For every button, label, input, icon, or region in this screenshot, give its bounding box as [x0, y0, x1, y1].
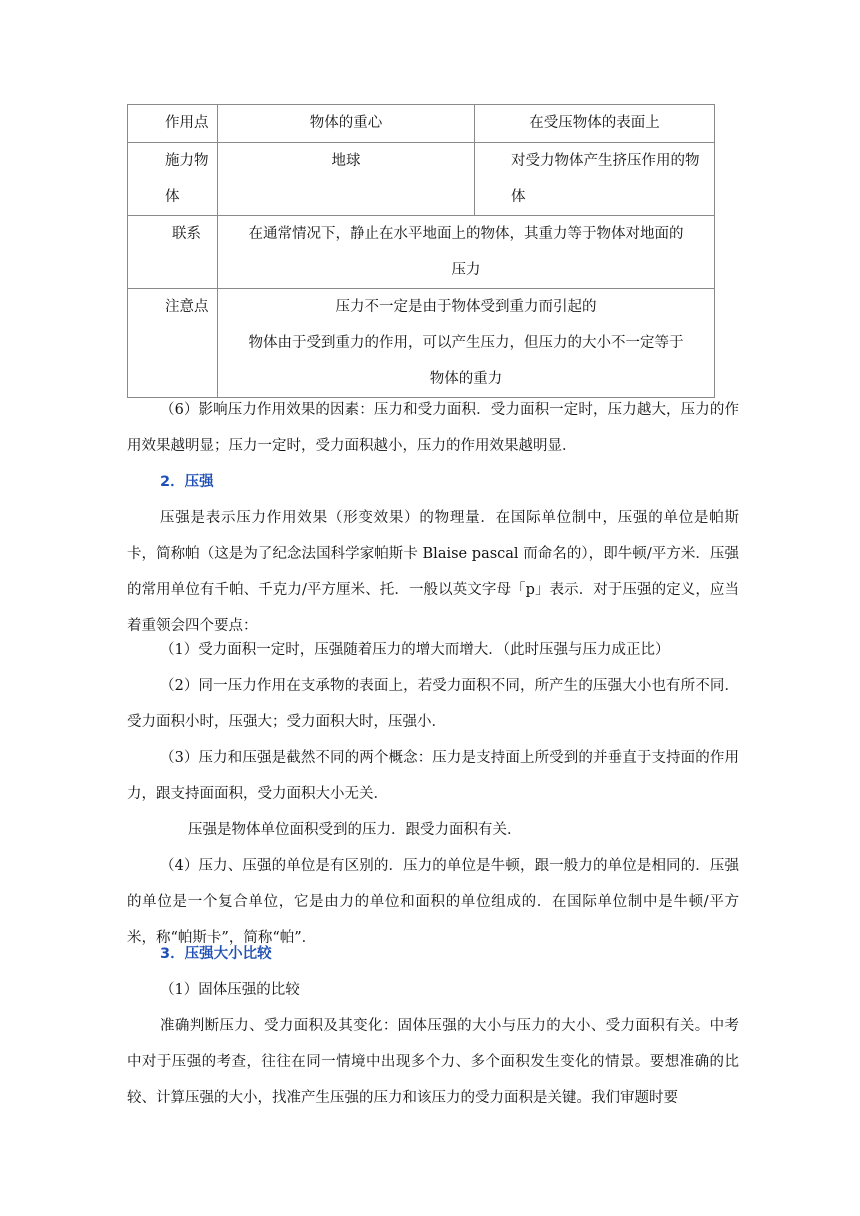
pressure-cell-line: 体	[511, 189, 526, 205]
intro-text: 压强是表示压力作用效果（形变效果）的物理量．在国际单位制中，压强的单位是帕斯卡，简称帕（这是为了纪念法国科学家帕斯卡 Blaise pascal 而命名的），即牛顿/平方米．压强的常用单位有千帕、千克力/平方厘米、托．一般以英文字母「p」表示．对于压强的定义，应当着重领会四个要点：	[127, 510, 739, 634]
point-3: （3）压力和压强是截然不同的两个概念：压力是支持面上所受到的并垂直于支持面的作用力，跟支持面面积，受力面积大小无关．	[127, 750, 739, 802]
point-1: （1）受力面积一定时，压强随着压力的增大而增大．（此时压强与压力成正比）	[160, 642, 670, 658]
row-label	[128, 289, 218, 398]
section-3-body	[127, 972, 739, 1116]
table-row	[128, 289, 715, 398]
pressure-cell	[475, 143, 715, 216]
table-row	[128, 216, 715, 289]
row-label-line: 施力物	[165, 153, 209, 169]
row-label-text: 注意点	[165, 299, 209, 315]
table-row	[128, 143, 715, 216]
merged-cell	[218, 216, 715, 289]
row-label	[128, 143, 218, 216]
gravity-cell	[218, 143, 475, 216]
gravity-cell-text: 物体的重心	[309, 115, 383, 131]
pressure-cell-line: 对受力物体产生挤压作用的物	[511, 153, 700, 169]
section-2-heading	[127, 464, 739, 500]
row-label-text: 联系	[172, 226, 201, 242]
section-3-text: 准确判断压力、受力面积及其变化：固体压强的大小与压力的大小、受力面积有关。中考中对于压强的考查，往往在同一情境中出现多个力、多个面积发生变化的情景。要想准确的比较、计算压强的大小，找准产生压强的压力和该压力的受力面积是关键。我们审题时要	[127, 1018, 739, 1106]
item-6-text: （6）影响压力作用效果的因素：压力和受力面积．受力面积一定时，压力越大，压力的作用效果越明显；压力一定时，受力面积越小，压力的作用效果越明显．	[127, 402, 739, 454]
merged-cell	[218, 289, 715, 398]
point-3-note: 压强是物体单位面积受到的压力．跟受力面积有关．	[188, 822, 522, 838]
table-row	[128, 105, 715, 143]
merged-cell-line: 物体的重力	[429, 371, 503, 387]
gravity-cell-text: 地球	[331, 153, 361, 169]
merged-cell-line: 物体由于受到重力的作用，可以产生压力，但压力的大小不一定等于	[248, 335, 684, 351]
pressure-cell-text: 在受压物体的表面上	[529, 115, 660, 131]
item-6-paragraph	[127, 392, 739, 464]
gravity-cell	[218, 105, 475, 143]
row-label-text: 作用点	[165, 115, 209, 131]
merged-cell-line: 压力	[451, 262, 481, 278]
row-label	[128, 105, 218, 143]
merged-cell-line: 在通常情况下，静止在水平地面上的物体，其重力等于物体对地面的	[248, 226, 684, 242]
section-2-intro	[127, 500, 739, 644]
comparison-table	[127, 104, 715, 398]
section-heading-text: 2．压强	[160, 474, 214, 490]
section-heading-text: 3．压强大小比较	[160, 946, 272, 962]
merged-cell-line: 压力不一定是由于物体受到重力而引起的	[335, 299, 597, 315]
pressure-cell	[475, 105, 715, 143]
point-4: （4）压力、压强的单位是有区别的．压力的单位是牛顿，跟一般力的单位是相同的．压强的单位是一个复合单位，它是由力的单位和面积的单位组成的．在国际单位制中是牛顿/平方米，称“帕斯卡”，简称“帕”．	[127, 858, 739, 946]
subheading-1: （1）固体压强的比较	[160, 982, 300, 998]
row-label	[128, 216, 218, 289]
row-label-line: 体	[165, 189, 180, 205]
point-2: （2）同一压力作用在支承物的表面上，若受力面积不同，所产生的压强大小也有所不同．受力面积小时，压强大；受力面积大时，压强小．	[127, 678, 739, 730]
points-list	[127, 632, 739, 956]
section-3-heading	[127, 936, 739, 972]
